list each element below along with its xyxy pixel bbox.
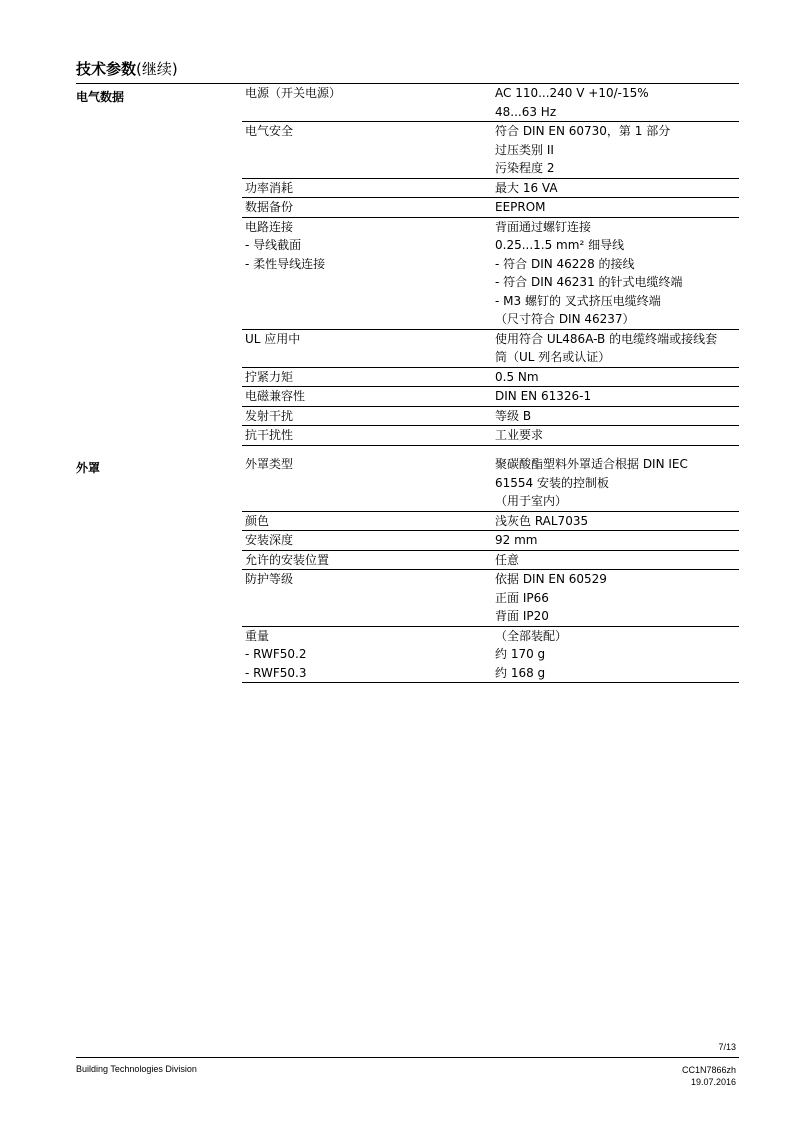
spec-name-line: - 柔性导线连接 [245, 256, 326, 271]
spec-value-line: - M3 螺钉的 叉式挤压电缆终端 [495, 293, 661, 308]
spec-name [242, 512, 495, 531]
spec-name [242, 426, 495, 445]
spec-value [495, 122, 739, 178]
spec-name-line: 电磁兼容性 [245, 389, 306, 403]
spec-value-line: 92 mm [495, 533, 538, 547]
spec-value-line: （尺寸符合 DIN 46237） [495, 312, 635, 326]
spec-value [495, 179, 739, 198]
table-row [242, 198, 739, 218]
spec-table [242, 84, 739, 446]
table-row [242, 122, 739, 179]
spec-value-line: AC 110...240 V +10/-15% [495, 86, 649, 100]
spec-name-line: 电路连接 [245, 219, 294, 234]
spec-value-line: 61554 安装的控制板 [495, 475, 609, 490]
spec-value [495, 198, 739, 217]
division-name: Building Technologies Division [76, 1064, 197, 1074]
spec-name [242, 198, 495, 217]
spec-name-line: 电气安全 [245, 124, 294, 138]
spec-value-line: 最大 16 VA [495, 180, 558, 195]
page-title [76, 58, 178, 79]
spec-value-line: 约 168 g [495, 665, 546, 680]
table-row [242, 551, 739, 571]
spec-name-line: - RWF50.3 [245, 665, 307, 680]
section-label: 外罩 [76, 461, 101, 475]
spec-value-line: 背面通过螺钉连接 [495, 219, 592, 234]
table-row [242, 330, 739, 368]
spec-value-line: 污染程度 2 [495, 161, 555, 175]
spec-value [495, 570, 739, 626]
table-row [242, 512, 739, 532]
spec-name [242, 122, 495, 178]
table-row [242, 368, 739, 388]
spec-name [242, 218, 495, 329]
spec-name [242, 387, 495, 406]
spec-name-line: 允许的安装位置 [245, 552, 330, 567]
spec-table [242, 455, 739, 683]
spec-name-line: 颜色 [245, 513, 270, 528]
spec-value [495, 455, 739, 511]
spec-value [495, 330, 739, 367]
spec-value-line: 正面 IP66 [495, 590, 549, 605]
spec-name-line: 防护等级 [245, 572, 294, 586]
spec-value [495, 512, 739, 531]
spec-value [495, 551, 739, 570]
spec-name-line: 功率消耗 [245, 180, 294, 195]
spec-value-line: 过压类别 II [495, 142, 554, 157]
document-date: 19.07.2016 [690, 1077, 736, 1087]
spec-value-line: （用于室内） [495, 494, 568, 508]
spec-name [242, 551, 495, 570]
document-id: CC1N7866zh [681, 1065, 736, 1075]
spec-name [242, 368, 495, 387]
spec-name [242, 179, 495, 198]
table-row [242, 426, 739, 446]
spec-value-line: 0.5 Nm [495, 369, 539, 384]
spec-value [495, 531, 739, 550]
table-row [242, 179, 739, 199]
table-row [242, 387, 739, 407]
spec-value-line: - 符合 DIN 46228 的接线 [495, 256, 635, 271]
spec-name-line: 重量 [245, 628, 270, 643]
spec-name [242, 570, 495, 626]
spec-value-line: 0.25...1.5 mm² 细导线 [495, 238, 625, 252]
spec-value-line: （全部装配） [495, 628, 568, 643]
spec-name-line: 电源（开关电源） [245, 86, 342, 100]
spec-name-line: 拧紧力矩 [245, 369, 294, 384]
spec-value [495, 218, 739, 329]
document-info [682, 1064, 736, 1088]
spec-name-line: 数据备份 [245, 200, 294, 214]
section-label: 电气数据 [76, 90, 125, 104]
title-main: 技术参数 [76, 60, 137, 78]
spec-value-line: 约 170 g [495, 647, 546, 661]
spec-value-line: 工业要求 [495, 428, 544, 442]
spec-value-line: 筒（UL 列名或认证） [495, 350, 611, 364]
spec-value [495, 84, 739, 121]
table-row [242, 531, 739, 551]
table-row [242, 627, 739, 684]
spec-value-line: 任意 [495, 552, 520, 567]
spec-value [495, 407, 739, 426]
spec-value-line: 48...63 Hz [495, 104, 557, 119]
table-row [242, 407, 739, 427]
footer-rule [76, 1057, 739, 1058]
spec-name-line: 发射干扰 [245, 408, 294, 423]
spec-value-line: 符合 DIN EN 60730，第 1 部分 [495, 124, 671, 138]
spec-name-line: 抗干扰性 [245, 428, 294, 442]
spec-name [242, 627, 495, 683]
spec-value [495, 426, 739, 445]
spec-name-line: 安装深度 [245, 533, 294, 547]
table-row [242, 570, 739, 627]
spec-value-line: - 符合 DIN 46231 的针式电缆终端 [495, 275, 683, 289]
spec-value [495, 387, 739, 406]
spec-name [242, 407, 495, 426]
spec-name-line: - RWF50.2 [245, 647, 307, 661]
spec-value-line: 依据 DIN EN 60529 [495, 572, 607, 586]
spec-name-line: UL 应用中 [245, 331, 301, 346]
table-row [242, 218, 739, 330]
spec-value [495, 368, 739, 387]
spec-name [242, 330, 495, 367]
spec-value-line: 背面 IP20 [495, 609, 549, 623]
spec-value-line: DIN EN 61326-1 [495, 389, 592, 403]
title-continued: (继续) [136, 60, 178, 78]
spec-value [495, 627, 739, 683]
spec-name-line: 外罩类型 [245, 457, 294, 471]
spec-name [242, 84, 495, 121]
spec-name [242, 531, 495, 550]
page-number: 7/13 [718, 1042, 736, 1052]
spec-value-line: 浅灰色 RAL7035 [495, 513, 589, 528]
table-row [242, 84, 739, 122]
table-row [242, 455, 739, 512]
spec-name-line: - 导线截面 [245, 238, 302, 252]
spec-value-line: EEPROM [495, 200, 546, 214]
spec-name [242, 455, 495, 511]
spec-value-line: 聚碳酸酯塑料外罩适合根据 DIN IEC [495, 457, 688, 471]
spec-value-line: 等级 B [495, 408, 532, 423]
spec-value-line: 使用符合 UL486A-B 的电缆终端或接线套 [495, 331, 718, 346]
